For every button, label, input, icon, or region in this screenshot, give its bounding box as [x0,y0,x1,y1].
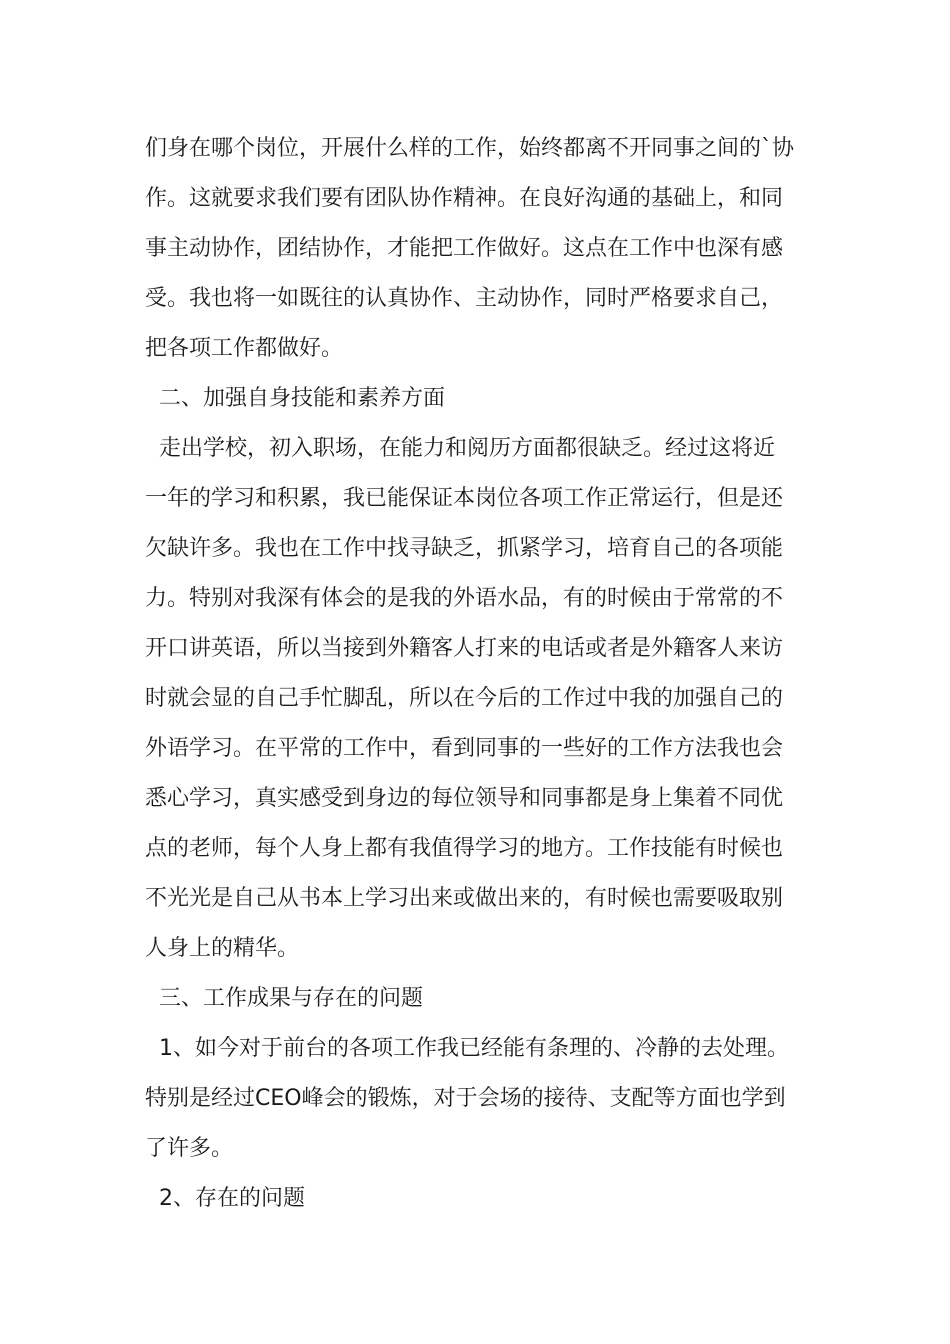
text-line: 外语学习。在平常的工作中，看到同事的一些好的工作方法我也会 [145,736,784,761]
text-line: 力。特别对我深有体会的是我的外语水品，有的时候由于常常的不 [145,586,784,611]
text-line: 一年的学习和积累，我已能保证本岗位各项工作正常运行，但是还 [145,486,784,511]
text-line: 事主动协作，团结协作，才能把工作做好。这点在工作中也深有感 [145,236,784,261]
text-line: 人身上的精华。 [145,936,300,961]
text-line: 悉心学习，真实感受到身边的每位领导和同事都是身上集着不同优 [145,786,784,811]
text-line: 不光光是自己从书本上学习出来或做出来的，有时候也需要吸取别 [145,886,784,911]
text-line: 们身在哪个岗位，开展什么样的工作，始终都离不开同事之间的`协 [145,136,795,161]
text-line: 受。我也将一如既往的认真协作、主动协作，同时严格要求自己， [145,286,784,311]
text-line: 开口讲英语，所以当接到外籍客人打来的电话或者是外籍客人来访 [145,636,784,661]
text-line: 作。这就要求我们要有团队协作精神。在良好沟通的基础上，和同 [145,186,784,211]
text-line: 时就会显的自己手忙脚乱，所以在今后的工作过中我的加强自己的 [145,686,784,711]
text-line: 特别是经过CEO峰会的锻炼，对于会场的接待、支配等方面也学到 [145,1086,786,1111]
text-line: 了许多。 [145,1136,234,1161]
section-heading: 二、加强自身技能和素养方面 [145,386,445,411]
section-heading: 三、工作成果与存在的问题 [145,986,423,1011]
text-line: 欠缺许多。我也在工作中找寻缺乏，抓紧学习，培育自己的各项能 [145,536,784,561]
text-line: 走出学校，初入职场，在能力和阅历方面都很缺乏。经过这将近 [145,436,775,461]
text-line: 1、如今对于前台的各项工作我已经能有条理的、冷静的去处理。 [145,1036,789,1061]
text-line: 2、存在的问题 [145,1186,305,1211]
text-line: 点的老师，每个人身上都有我值得学习的地方。工作技能有时候也 [145,836,784,861]
text-line: 把各项工作都做好。 [145,336,344,361]
